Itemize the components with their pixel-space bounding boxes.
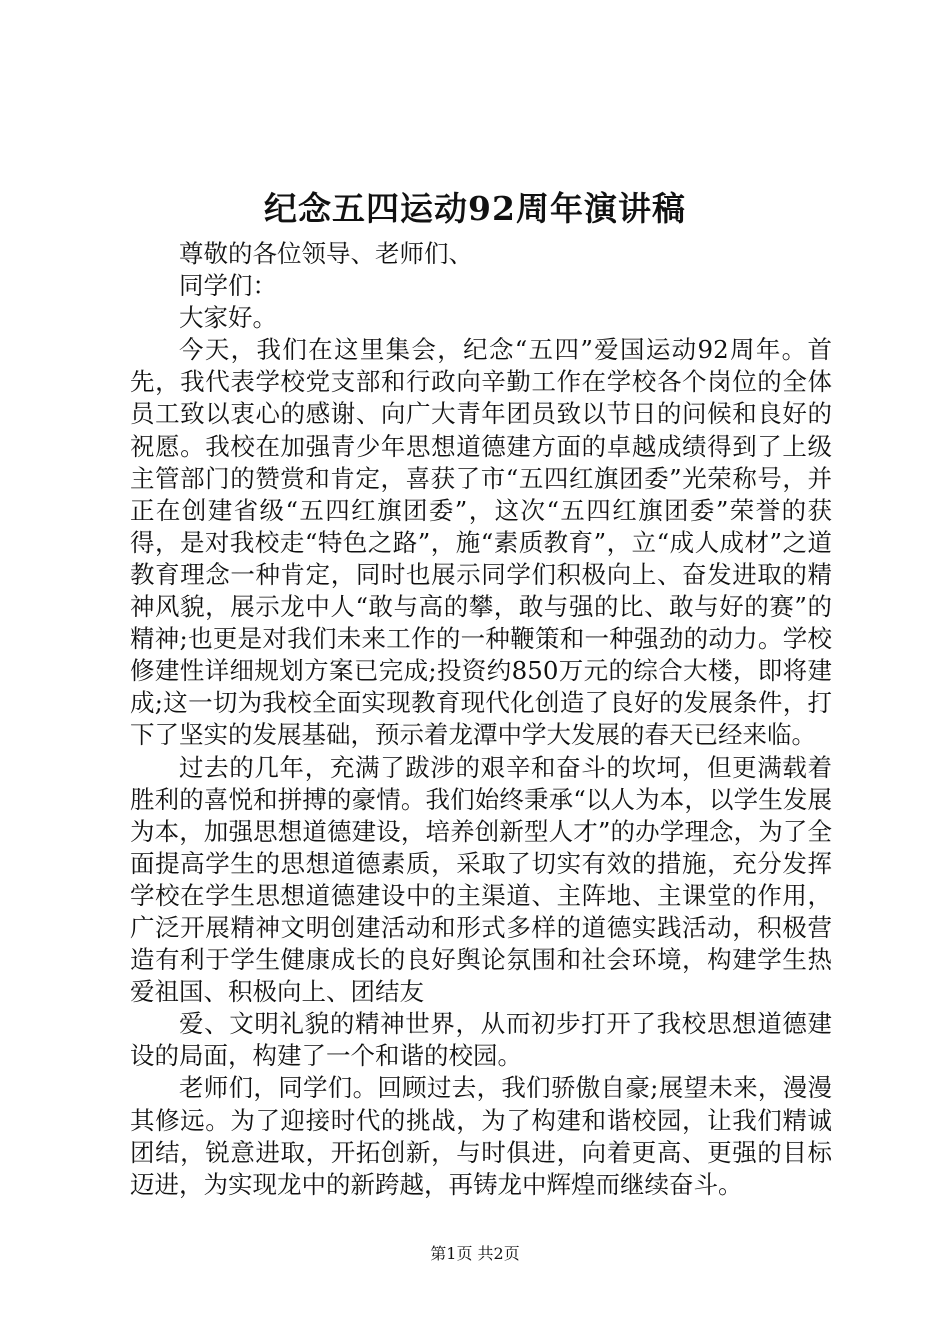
body-paragraph: 爱、文明礼貌的精神世界，从而初步打开了我校思想道德建设的局面，构建了一个和谐的校园。	[130, 1009, 832, 1071]
document-body	[130, 238, 832, 1201]
page-number-footer: 第1页 共2页	[430, 1244, 520, 1263]
body-paragraph: 过去的几年，充满了跋涉的艰辛和奋斗的坎坷，但更满载着胜利的喜悦和拼搏的豪情。我们始终秉承“以人为本，以学生发展为本，加强思想道德建设，培养创新型人才”的办学理念，为了全面提高学生的思想道德素质，采取了切实有效的措施，充分发挥学校在学生思想道德建设中的主渠道、主阵地、主课堂的作用，广泛开展精神文明创建活动和形式多样的道德实践活动，积极营造有利于学生健康成长的良好舆论氛围和社会环境，构建学生热爱祖国、积极向上、团结友	[130, 752, 832, 1007]
document-title: 纪念五四运动92周年演讲稿	[264, 189, 686, 228]
salutation-line-2: 同学们：	[179, 271, 277, 301]
body-paragraph: 老师们，同学们。回顾过去，我们骄傲自豪;展望未来，漫漫其修远。为了迎接时代的挑战，为了构建和谐校园，让我们精诚团结，锐意进取，开拓创新，与时俱进，向着更高、更强的目标迈进，为实现龙中的新跨越，再铸龙中辉煌而继续奋斗。	[130, 1073, 832, 1199]
greeting-line: 大家好。	[179, 303, 277, 333]
salutation-line-1: 尊敬的各位领导、老师们、	[179, 239, 473, 268]
body-paragraph: 今天，我们在这里集会，纪念“五四”爱国运动92周年。首先，我代表学校党支部和行政向辛勤工作在学校各个岗位的全体员工致以衷心的感谢、向广大青年团员致以节日的问候和良好的祝愿。我校在加强青少年思想道德建方面的卓越成绩得到了上级主管部门的赞赏和肯定，喜获了市“五四红旗团委”光荣称号，并正在创建省级“五四红旗团委”，这次“五四红旗团委”荣誉的获得，是对我校走“特色之路”，施“素质教育”，立“成人成材”之道教育理念一种肯定，同时也展示同学们积极向上、奋发进取的精神风貌，展示龙中人“敢与高的攀，敢与强的比、敢与好的赛”的精神;也更是对我们未来工作的一种鞭策和一种强劲的动力。学校修建性详细规划方案已完成;投资约850万元的综合大楼，即将建成;这一切为我校全面实现教育现代化创造了良好的发展条件，打下了坚实的发展基础，预示着龙潭中学大发展的春天已经来临。	[130, 335, 832, 750]
